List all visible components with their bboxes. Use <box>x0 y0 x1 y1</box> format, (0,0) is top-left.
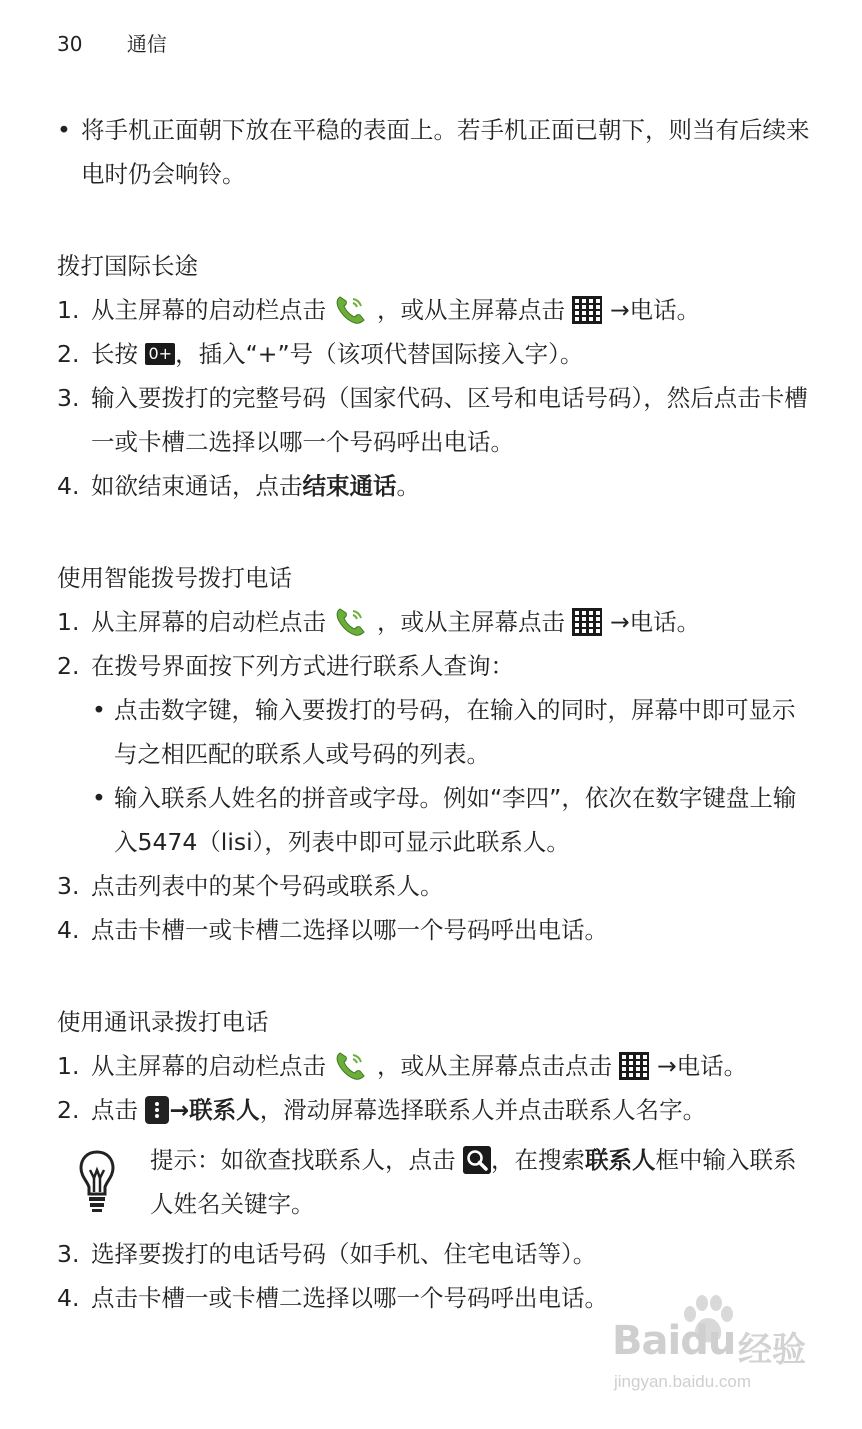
watermark-url: jingyan.baidu.com <box>614 1372 752 1391</box>
sub-bullet: • 输入联系人姓名的拼音或字母。例如“李四”，依次在数字键盘上输入5474（lisi），列表中即可显示此联系人。 <box>57 776 817 864</box>
intro-bullet: • 将手机正面朝下放在平稳的表面上。若手机正面已朝下，则当有后续来电时仍会响铃。 <box>57 108 817 196</box>
step-item: 3. 选择要拨打的电话号码（如手机、住宅电话等）。 <box>57 1240 597 1268</box>
step-item: 1. 从主屏幕的启动栏点击 ，或从主屏幕点击 →电话。 <box>57 600 817 644</box>
sub-bullet: • 点击数字键，输入要拨打的号码，在输入的同时，屏幕中即可显示与之相匹配的联系人或号码的列表。 <box>57 688 817 776</box>
tip-box: 提示：如欲查找联系人，点击 ，在搜索联系人框中输入联系人姓名关键字。 <box>57 1138 817 1226</box>
phone-handset-icon <box>333 1049 369 1083</box>
step-item: 1. 从主屏幕的启动栏点击 ，或从主屏幕点击 →电话。 <box>57 288 817 332</box>
menu-key-icon <box>145 1096 169 1124</box>
section-heading: 使用通讯录拨打电话 <box>57 1008 269 1036</box>
app-grid-icon <box>572 296 602 324</box>
watermark-cn: 经验 <box>738 1330 806 1370</box>
step-item: 3. 点击列表中的某个号码或联系人。 <box>57 872 444 900</box>
step-item: 2. 在拨号界面按下列方式进行联系人查询： <box>57 652 514 680</box>
app-grid-icon <box>572 608 602 636</box>
zero-plus-key-icon: 0+ <box>145 343 175 365</box>
step-item: 4. 如欲结束通话，点击结束通话。 <box>57 472 420 500</box>
section-title: 通信 <box>126 32 167 56</box>
page-content <box>57 108 817 1320</box>
section-heading: 使用智能拨号拨打电话 <box>57 564 292 592</box>
app-grid-icon <box>619 1052 649 1080</box>
step-item: 1. 从主屏幕的启动栏点击 ，或从主屏幕点击点击 →电话。 <box>57 1044 817 1088</box>
step-item: 3. 输入要拨打的完整号码（国家代码、区号和电话号码），然后点击卡槽一或卡槽二选择以哪一个号码呼出电话。 <box>57 384 808 456</box>
phone-handset-icon <box>333 605 369 639</box>
search-key-icon <box>463 1146 491 1174</box>
phone-handset-icon <box>333 293 369 327</box>
step-item: 2. 长按 0+ ，插入“+”号（该项代替国际接入字）。 <box>57 340 584 368</box>
section-heading: 拨打国际长途 <box>57 252 198 280</box>
lightbulb-icon <box>79 1150 115 1214</box>
step-item: 4. 点击卡槽一或卡槽二选择以哪一个号码呼出电话。 <box>57 1284 608 1312</box>
page-header <box>57 28 167 57</box>
watermark-logo: Baidu <box>612 1318 736 1364</box>
section-smart-dial <box>57 556 817 952</box>
step-item: 2. 点击 →联系人，滑动屏幕选择联系人并点击联系人名字。 <box>57 1096 707 1124</box>
baidu-watermark <box>610 1308 825 1398</box>
section-international <box>57 244 817 508</box>
step-item: 4. 点击卡槽一或卡槽二选择以哪一个号码呼出电话。 <box>57 916 608 944</box>
page-number: 30 <box>57 32 83 56</box>
section-contacts <box>57 1000 817 1320</box>
